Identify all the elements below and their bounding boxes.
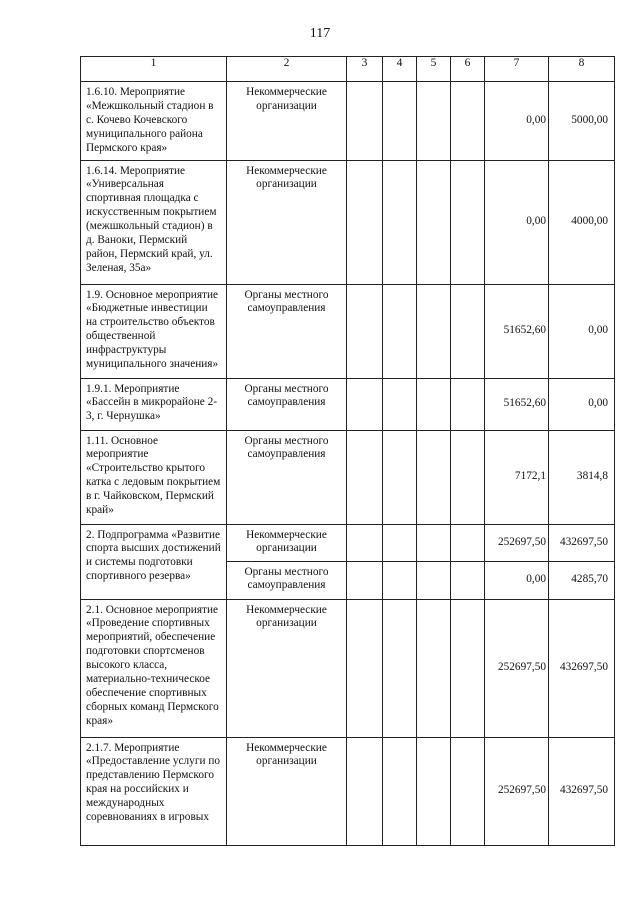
budget-table xyxy=(80,56,615,846)
value-col7: 0,00 xyxy=(485,82,549,161)
value-col7: 0,00 xyxy=(485,561,549,599)
activity-name: 2.1.7. Мероприятие «Предоставление услуги по представлению Пермского края на российских и международных соревнованиях в игровых xyxy=(81,737,227,845)
executor: Органы местного самоуправления xyxy=(227,430,347,524)
column-header: 2 xyxy=(227,57,347,82)
value-col8: 4285,70 xyxy=(549,561,615,599)
executor: Некоммерческие организации xyxy=(227,82,347,161)
column-header: 7 xyxy=(485,57,549,82)
column-header: 3 xyxy=(347,57,383,82)
table-header-row xyxy=(81,57,615,82)
table-row xyxy=(81,430,615,524)
value-col8: 5000,00 xyxy=(549,82,615,161)
value-col7: 51652,60 xyxy=(485,378,549,430)
value-col8: 432697,50 xyxy=(549,737,615,845)
value-col7: 252697,50 xyxy=(485,599,549,737)
column-header: 4 xyxy=(383,57,417,82)
value-col8: 0,00 xyxy=(549,378,615,430)
value-col7: 252697,50 xyxy=(485,524,549,561)
table-row xyxy=(81,378,615,430)
column-header: 5 xyxy=(417,57,451,82)
table-row xyxy=(81,737,615,845)
activity-name: 1.6.10. Мероприятие «Межшкольный стадион в с. Кочево Кочевского муниципального района Пермского края» xyxy=(81,82,227,161)
column-header: 6 xyxy=(451,57,485,82)
value-col7: 7172,1 xyxy=(485,430,549,524)
table-row xyxy=(81,82,615,161)
executor: Органы местного самоуправления xyxy=(227,561,347,599)
value-col7: 51652,60 xyxy=(485,284,549,378)
value-col8: 432697,50 xyxy=(549,599,615,737)
activity-name: 1.6.14. Мероприятие «Универсальная спортивная площадка с искусственным покрытием (межшкольный стадион) в д. Ваноки, Пермский район, Пермский край, ул. Зеленая, 35а» xyxy=(81,160,227,284)
column-header: 1 xyxy=(81,57,227,82)
executor: Органы местного самоуправления xyxy=(227,378,347,430)
executor: Некоммерческие организации xyxy=(227,737,347,845)
activity-name: 1.9. Основное мероприятие «Бюджетные инвестиции на строительство объектов общественной инфраструктуры муниципального значения» xyxy=(81,284,227,378)
value-col8: 4000,00 xyxy=(549,160,615,284)
value-col8: 3814,8 xyxy=(549,430,615,524)
activity-name: 2. Подпрограмма «Развитие спорта высших достижений и системы подготовки спортивного резерва» xyxy=(81,524,227,599)
table-row xyxy=(81,524,615,561)
column-header: 8 xyxy=(549,57,615,82)
activity-name: 1.11. Основное мероприятие «Строительство крытого катка с ледовым покрытием в г. Чайковском, Пермский край» xyxy=(81,430,227,524)
executor: Некоммерческие организации xyxy=(227,160,347,284)
value-col7: 0,00 xyxy=(485,160,549,284)
table-row xyxy=(81,599,615,737)
value-col8: 0,00 xyxy=(549,284,615,378)
executor: Некоммерческие организации xyxy=(227,599,347,737)
page-number: 117 xyxy=(309,26,331,41)
table-row xyxy=(81,160,615,284)
value-col8: 432697,50 xyxy=(549,524,615,561)
value-col7: 252697,50 xyxy=(485,737,549,845)
activity-name: 1.9.1. Мероприятие «Бассейн в микрорайоне 2-3, г. Чернушка» xyxy=(81,378,227,430)
executor: Органы местного самоуправления xyxy=(227,284,347,378)
executor: Некоммерческие организации xyxy=(227,524,347,561)
table-row xyxy=(81,284,615,378)
activity-name: 2.1. Основное мероприятие «Проведение спортивных мероприятий, обеспечение подготовки спортсменов высокого класса, материально-техническое обеспечение спортивных сборных команд Пермского края» xyxy=(81,599,227,737)
